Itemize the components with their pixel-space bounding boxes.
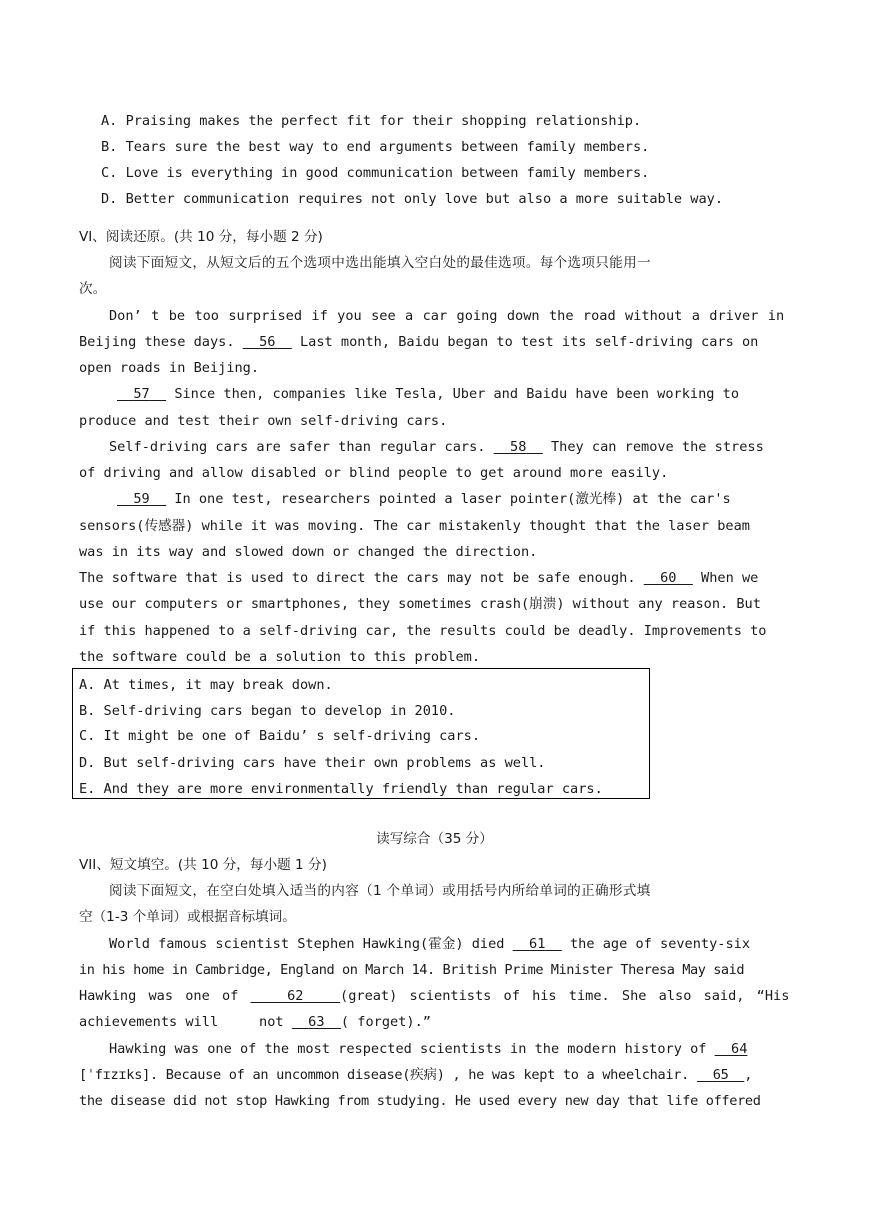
passage6-p1-line3: open roads in Beijing. bbox=[79, 360, 260, 376]
passage7-p2-line2: [ˈfɪzɪks]. Because of an uncommon disease(疾病) , he was kept to a wheelchair. 65 , bbox=[79, 1067, 753, 1083]
section7-instruction-line2: 空（1-3 个单词）或根据音标填词。 bbox=[79, 909, 296, 925]
passage6-p1-line1: Don’ t be too surprised if you see a car going down the road without a driver in bbox=[109, 308, 785, 324]
prev-option-d: D. Better communication requires not only love but also a more suitable way. bbox=[101, 191, 724, 207]
option-a: A. At times, it may break down. bbox=[79, 677, 333, 693]
blank-56: 56 bbox=[259, 334, 276, 350]
option-d: D. But self-driving cars have their own problems as well. bbox=[79, 755, 546, 771]
passage7-p1-line3: Hawking was one of 62 (great) scientists of his time. She also said, “His bbox=[79, 988, 790, 1004]
blank-62: 62 bbox=[287, 988, 304, 1004]
blank-60: 60 bbox=[660, 570, 677, 586]
section6-instruction-line1: 阅读下面短文，从短文后的五个选项中选出能填入空白处的最佳选项。每个选项只能用一 bbox=[109, 255, 651, 271]
passage7-p2-line3: the disease did not stop Hawking from studying. He used every new day that life offered bbox=[79, 1093, 761, 1109]
blank-65: 65 bbox=[712, 1067, 729, 1083]
section7-instruction-line1: 阅读下面短文，在空白处填入适当的内容（1 个单词）或用括号内所给单词的正确形式填 bbox=[109, 883, 651, 899]
passage6-p5-line3: if this happened to a self-driving car, the results could be deadly. Improvements to bbox=[79, 623, 767, 639]
passage6-p4-line1: 59 In one test, researchers pointed a laser pointer(激光棒) at the car's bbox=[117, 490, 731, 508]
passage6-p2-line2: produce and test their own self-driving cars. bbox=[79, 413, 448, 429]
prev-option-a: A. Praising makes the perfect fit for their shopping relationship. bbox=[101, 113, 642, 129]
prev-option-c: C. Love is everything in good communication between family members. bbox=[101, 165, 650, 181]
passage7-p2-line1: Hawking was one of the most respected scientists in the modern history of 64 bbox=[109, 1041, 748, 1057]
passage6-p3-line2: of driving and allow disabled or blind people to get around more easily. bbox=[79, 465, 669, 481]
passage6-p1-line2: Beijing these days. 56 Last month, Baidu began to test its self-driving cars on bbox=[79, 334, 759, 350]
section6-instruction-line2: 次。 bbox=[79, 281, 107, 297]
passage7-p1-line4: achievements will not 63 ( forget).” bbox=[79, 1014, 431, 1030]
blank-59: 59 bbox=[133, 491, 150, 507]
passage6-p4-line2: sensors(传感器) while it was moving. The car mistakenly thought that the laser beam bbox=[79, 518, 750, 534]
blank-57: 57 bbox=[133, 386, 150, 402]
option-c: C. It might be one of Baidu’ s self-driving cars. bbox=[79, 728, 481, 744]
blank-64: 64 bbox=[731, 1041, 748, 1057]
part-title: 读写综合（35 分） bbox=[376, 831, 493, 847]
option-b: B. Self-driving cars began to develop in 2010. bbox=[79, 703, 456, 719]
passage6-p5-line2: use our computers or smartphones, they sometimes crash(崩溃) without any reason. But bbox=[79, 596, 761, 612]
passage7-p1-line2: in his home in Cambridge, England on March 14. British Prime Minister Theresa May said bbox=[79, 962, 745, 978]
passage7-p1-line1: World famous scientist Stephen Hawking(霍金) died 61 the age of seventy-six bbox=[109, 936, 751, 952]
passage6-p2-line1: 57 Since then, companies like Tesla, Uber and Baidu have been working to bbox=[117, 385, 739, 403]
option-e: E. And they are more environmentally friendly than regular cars. bbox=[79, 781, 603, 797]
passage6-p5-line1: The software that is used to direct the cars may not be safe enough. 60 When we bbox=[79, 570, 759, 586]
blank-61: 61 bbox=[529, 936, 546, 952]
section7-heading: VII、短文填空。(共 10 分，每小题 1 分) bbox=[79, 857, 327, 873]
blank-58: 58 bbox=[510, 439, 527, 455]
section6-heading: VI、阅读还原。(共 10 分，每小题 2 分) bbox=[79, 229, 323, 245]
passage6-p3-line1: Self-driving cars are safer than regular cars. 58 They can remove the stress bbox=[109, 439, 764, 455]
prev-option-b: B. Tears sure the best way to end arguments between family members. bbox=[101, 139, 650, 155]
passage6-p5-line4: the software could be a solution to this problem. bbox=[79, 649, 481, 665]
blank-63: 63 bbox=[308, 1014, 325, 1030]
passage6-p4-line3: was in its way and slowed down or changed the direction. bbox=[79, 544, 538, 560]
